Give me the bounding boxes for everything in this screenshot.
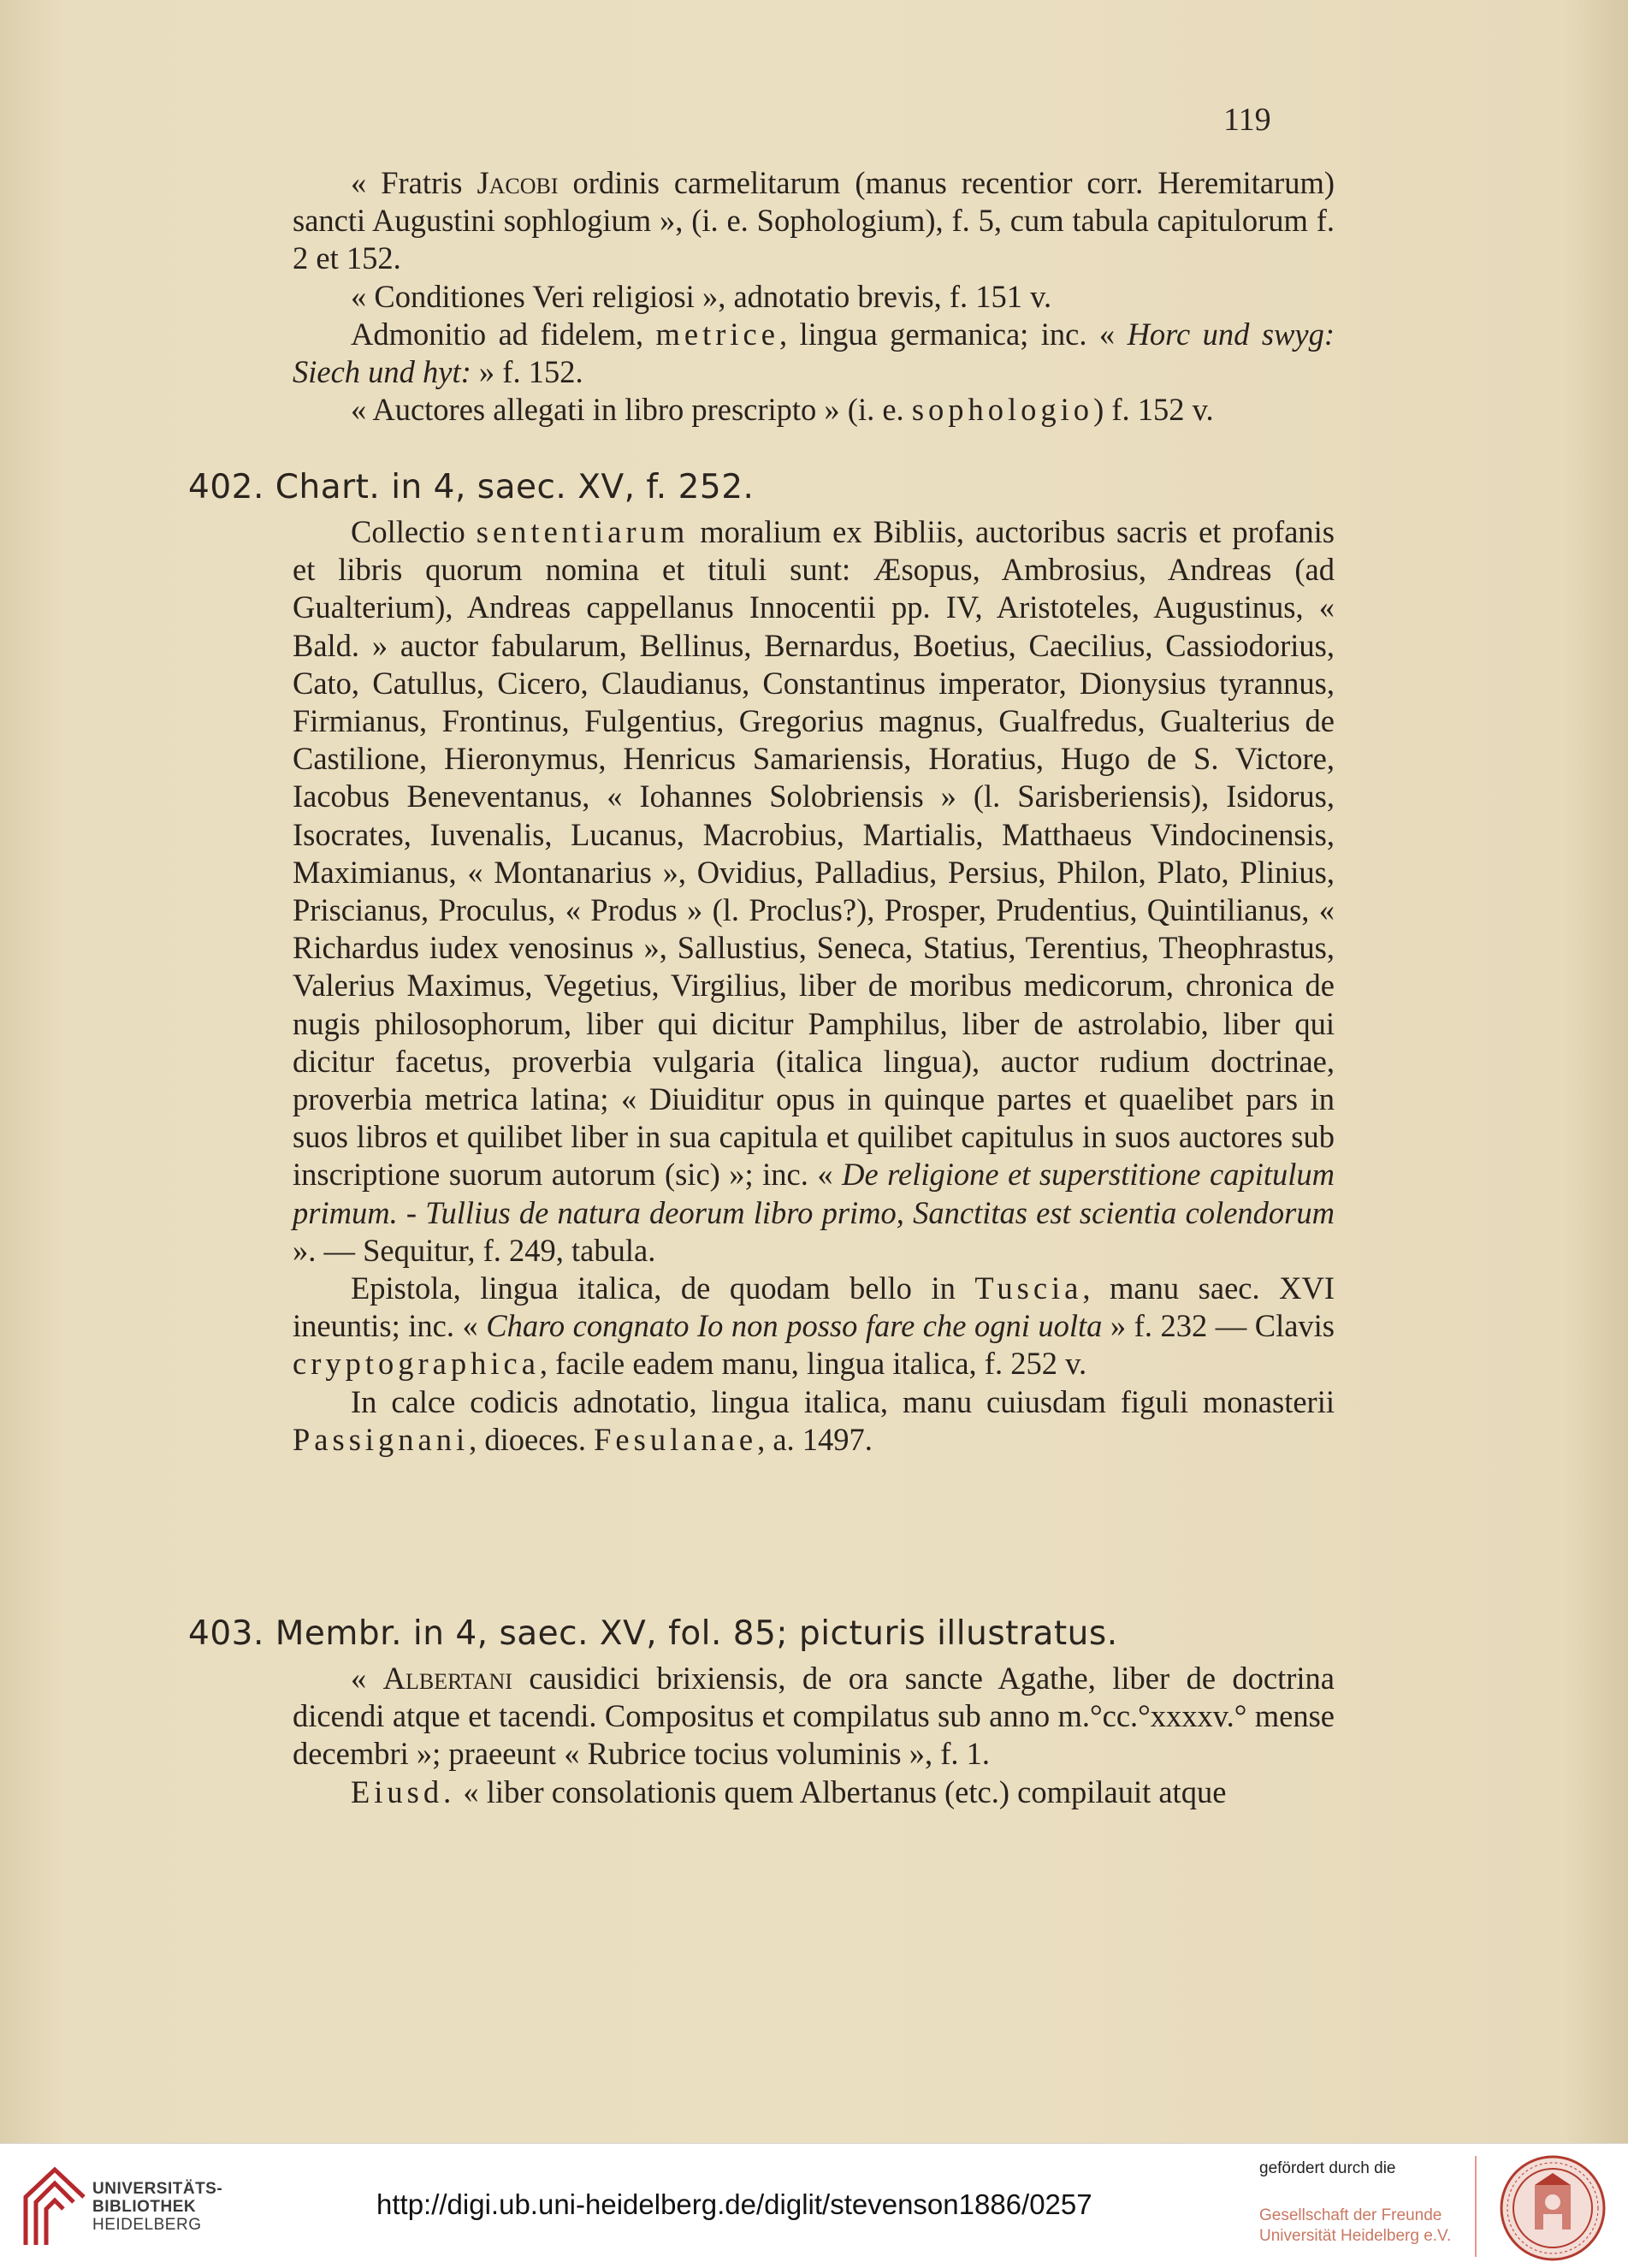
page-number: 119 bbox=[1223, 102, 1271, 138]
library-name: UNIVERSITÄTS- BIBLIOTHEK HEIDELBERG bbox=[92, 2180, 223, 2234]
footer-bar bbox=[0, 2143, 1628, 2268]
sponsor-name[interactable]: Gesellschaft der Freunde Universität Heidelberg e.V. bbox=[1259, 2206, 1452, 2245]
entry-402-paragraph-1: Collectio sententiarum moralium ex Bibliis, auctoribus sacris et profanis et libris quorum nomina et tituli sunt: Æsopus, Ambrosius, Andreas (ad Gualterium), Andreas cappellanus Innocentii pp. IV, Aristoteles, Augustinus, « Bald. » auctor fabularum, Bellinus, Bernardus, Boetius, Caecilius, Cassiodorius, Cato, Catullus, Cicero, Claudianus, Constantinus imperator, Dionysius tyrannus, Firmianus, Frontinus, Fulgentius, Gregorius magnus, Gualfredus, Gualterius de Castilione, Hieronymus, Henricus Samariensis, Horatius, Hugo de S. Victore, Iacobus Beneventanus, « Iohannes Solobriensis » (l. Sarisberiensis), Isidorus, Isocrates, Iuvenalis, Lucanus, Macrobius, Martialis, Matthaeus Vindocinensis, Maximianus, « Montanarius », Ovidius, Palladius, Persius, Philon, Plato, Plinius, Priscianus, Proculus, « Produs » (l. Proclus?), Prosper, Prudentius, Quintilianus, « Richardus iudex venosinus », Sallustius, Seneca, Statius, Terentius, Theophrastus, Valerius Maximus, Vegetius, Virgilius, liber de moribus medicorum, chronica de nugis philosophorum, liber qui dicitur Pamphilus, liber de astrolabio, liber qui dicitur facetus, proverbia vulgaria (italica lingua), auctor rudium doctrinae, proverbia metrica latina; « Diuiditur opus in quinque partes et quaelibet pars in suos libros et quilibet liber in sua capitula et quilibet capitulus in suos auctores sub inscriptione suorum autorum (sic) »; inc. « De religione et superstitione capitulum primum. - Tullius de natura deorum libro primo, Sanctitas est scientia colendorum ». — Sequitur, f. 249, tabula. bbox=[293, 514, 1335, 1268]
intro-paragraph-2: « Conditiones Veri religiosi », adnotatio brevis, f. 151 v. bbox=[351, 278, 1052, 314]
entry-402-body bbox=[293, 513, 1335, 1459]
entry-402-paragraph-2: Epistola, lingua italica, de quodam bello in Tuscia, manu saec. XVI ineuntis; inc. « Charo congnato Io non posso fare che ogni uolta » f. 232 — Clavis cryptographica, facile eadem manu, lingua italica, f. 252 v. bbox=[293, 1270, 1335, 1382]
university-seal-icon bbox=[1499, 2154, 1607, 2262]
intro-paragraph-1: « Fratris Jacobi ordinis carmelitarum (manus recentior corr. Heremitarum) sancti Augustini sophlogium », (i. e. Sophologium), f. 5, cum tabula capitulorum f. 2 et 152. bbox=[293, 165, 1335, 276]
entry-402-paragraph-3: In calce codicis adnotatio, lingua italica, manu cuiusdam figuli monasterii Passignani, dioeces. Fesulanae, a. 1497. bbox=[293, 1383, 1335, 1457]
intro-block bbox=[293, 164, 1335, 429]
sponsor-label: gefördert durch die bbox=[1259, 2159, 1396, 2177]
entry-402-heading bbox=[188, 468, 754, 506]
entry-number: 402. bbox=[188, 468, 264, 506]
intro-paragraph-3: Admonitio ad fidelem, metrice, lingua germanica; inc. « Horc und swyg: Siech und hyt: » f. 152. bbox=[293, 316, 1335, 390]
university-library-logo-icon bbox=[21, 2163, 87, 2248]
entry-403-body bbox=[293, 1660, 1335, 1811]
entry-number: 403. bbox=[188, 1614, 264, 1653]
permalink-url[interactable]: http://digi.ub.uni-heidelberg.de/diglit/stevenson1886/0257 bbox=[376, 2188, 1092, 2220]
sponsor-divider bbox=[1475, 2156, 1477, 2257]
entry-title: Chart. in 4, saec. XV, f. 252. bbox=[275, 468, 755, 506]
entry-403-paragraph-1: « Albertani causidici brixiensis, de ora sancte Agathe, liber de doctrina dicendi atque et tacendi. Compositus et compilatus sub anno m.°cc.°xxxxv.° mense decembri »; praeeunt « Rubrice tocius voluminis », f. 1. bbox=[293, 1661, 1335, 1772]
intro-paragraph-4: « Auctores allegati in libro prescripto » (i. e. sophologio) f. 152 v. bbox=[351, 392, 1214, 428]
entry-title: Membr. in 4, saec. XV, fol. 85; picturis illustratus. bbox=[275, 1614, 1118, 1653]
entry-403-heading bbox=[188, 1614, 1118, 1653]
entry-403-paragraph-2: Eiusd. « liber consolationis quem Albertanus (etc.) compilauit atque bbox=[351, 1774, 1227, 1809]
